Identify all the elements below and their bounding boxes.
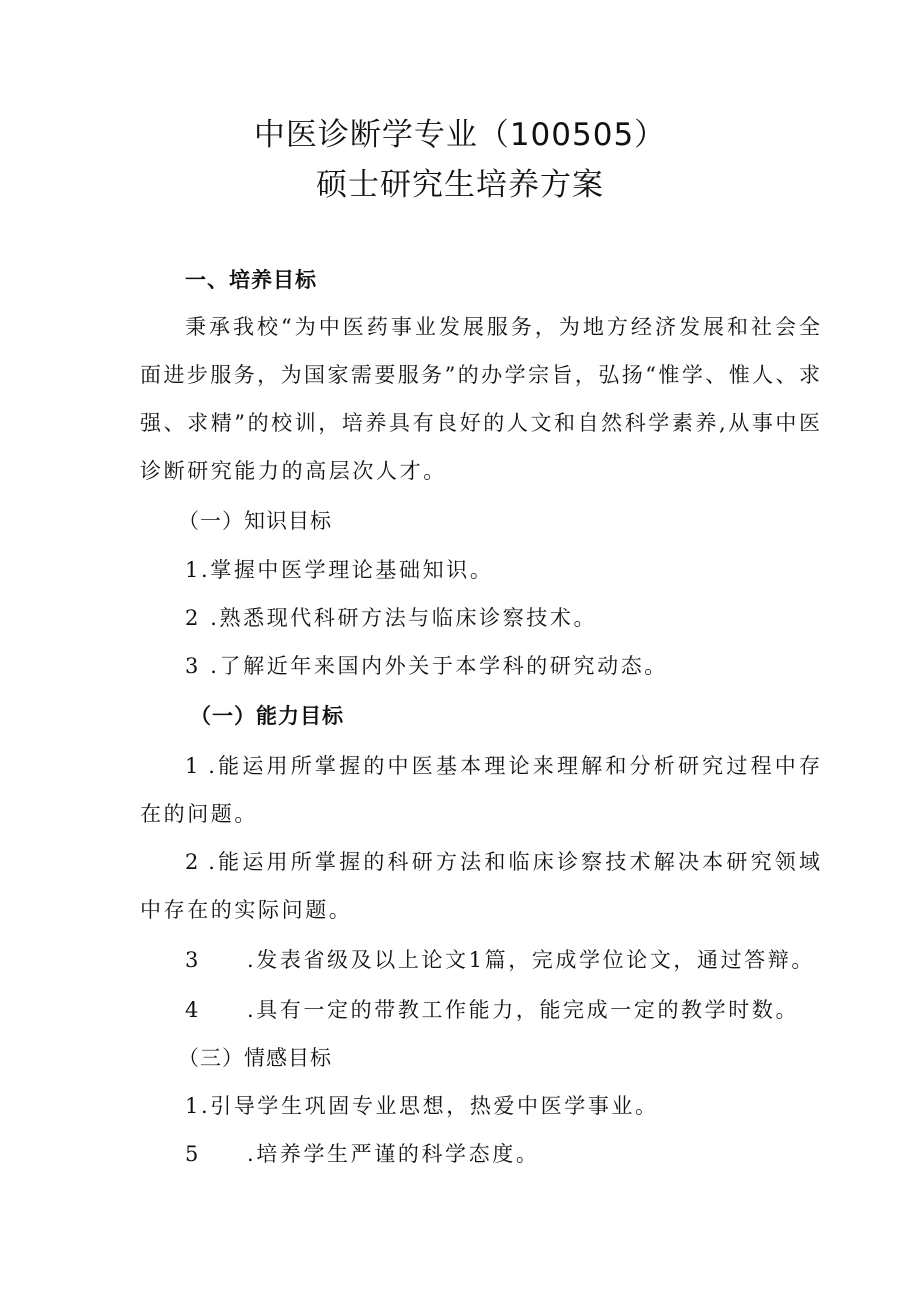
list-item: 2 .熟悉现代科研方法与临床诊察技术。 xyxy=(185,606,598,630)
list-item xyxy=(185,995,799,1025)
list-item: 2 .能运用所掌握的科研方法和临床诊察技术解决本研究领域 xyxy=(185,850,820,874)
item-number: 4 xyxy=(185,998,201,1022)
item-text: .具有一定的带教工作能力，能完成一定的教学时数。 xyxy=(246,998,800,1022)
list-item: 1 .能运用所掌握的中医基本理论来理解和分析研究过程中存 xyxy=(185,754,820,778)
subheading-emotion: （三）情感目标 xyxy=(178,1046,332,1070)
intro-line: 诊断研究能力的高层次人才。 xyxy=(140,459,447,483)
list-item xyxy=(185,945,815,975)
item-number: 3 xyxy=(185,948,201,972)
list-item xyxy=(185,1139,539,1169)
section-heading-training-goals: 一、培养目标 xyxy=(185,268,317,292)
list-item-continued: 在的问题。 xyxy=(140,802,258,826)
list-item: 1.掌握中医学理论基础知识。 xyxy=(185,558,494,582)
item-text: .发表省级及以上论文1篇，完成学位论文，通过答辩。 xyxy=(246,948,816,972)
subheading-ability: （一）能力目标 xyxy=(190,704,344,728)
intro-line: 面进步服务，为国家需要服务”的办学宗旨，弘扬“惟学、惟人、求 xyxy=(140,363,820,387)
document-title-line1: 中医诊断学专业（100505） xyxy=(253,117,667,153)
intro-line: 强、求精”的校训，培养具有良好的人文和自然科学素养,从事中医 xyxy=(140,411,820,435)
item-number: 5 xyxy=(185,1142,201,1166)
list-item-continued: 中存在的实际问题。 xyxy=(140,898,353,922)
list-item: 1.引导学生巩固专业思想，热爱中医学事业。 xyxy=(185,1094,659,1118)
document-title-line2: 硕士研究生培养方案 xyxy=(316,167,604,203)
list-item: 3 .了解近年来国内外关于本学科的研究动态。 xyxy=(185,654,668,678)
subheading-knowledge: （一）知识目标 xyxy=(178,509,332,533)
item-text: .培养学生严谨的科学态度。 xyxy=(246,1142,540,1166)
intro-line: 秉承我校“为中医药事业发展服务，为地方经济发展和社会全 xyxy=(185,315,820,339)
